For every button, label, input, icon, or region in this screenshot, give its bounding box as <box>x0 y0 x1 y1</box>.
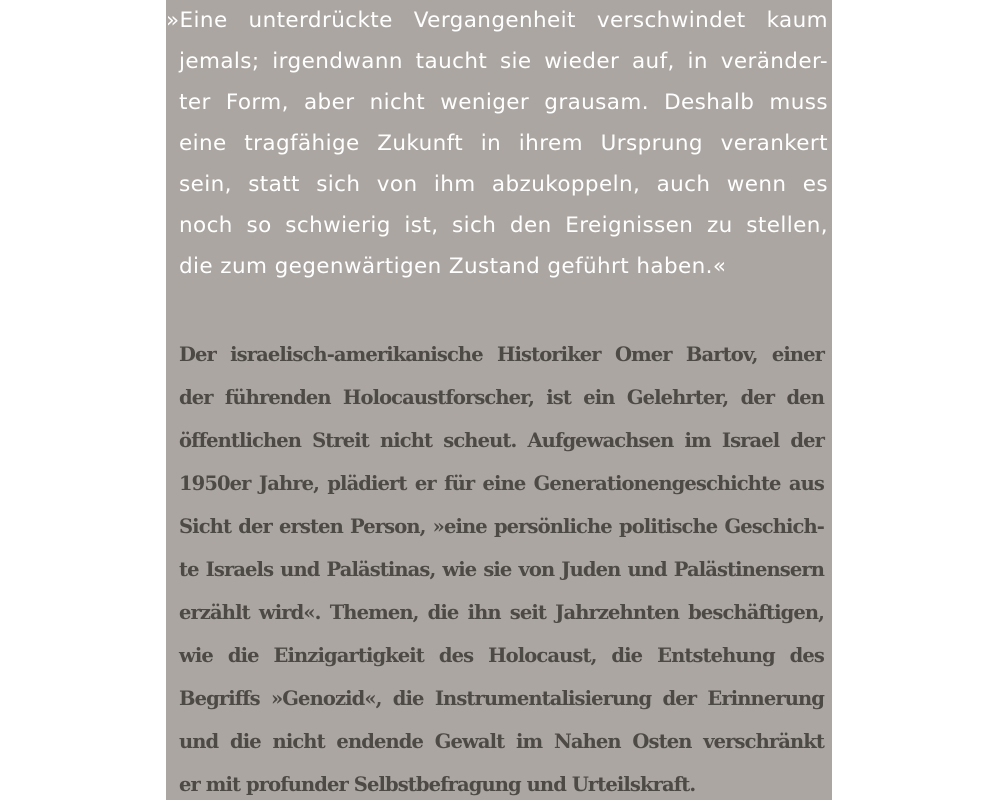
description-line: öffentlichen Streit nicht scheut. Aufgewachsen im Israel der <box>179 429 824 452</box>
description-line: der führenden Holocaustforscher, ist ein Gelehrter, der den <box>179 386 824 409</box>
quote-line: eine tragfähige Zukunft in ihrem Ursprung verankert <box>179 131 828 156</box>
description-line: erzählt wird«. Themen, die ihn seit Jahrzehnten beschäftigen, <box>179 601 824 624</box>
quote-line: die zum gegenwärtigen Zustand geführt haben.« <box>179 254 727 279</box>
book-back-cover <box>166 0 832 800</box>
quote-line: jemals; irgendwann taucht sie wieder auf, in veränder- <box>179 49 828 74</box>
description-line: te Israels und Palästinas, wie sie von Juden und Palästinensern <box>179 558 824 581</box>
description-line: er mit profunder Selbstbefragung und Urteilskraft. <box>179 773 696 796</box>
description-line: Begriffs »Genozid«, die Instrumentalisierung der Erinnerung <box>179 687 824 710</box>
quote-line: noch so schwierig ist, sich den Ereignissen zu stellen, <box>179 213 828 238</box>
description-line: Sicht der ersten Person, »eine persönliche politische Geschich- <box>179 515 824 538</box>
description-line: und die nicht endende Gewalt im Nahen Osten verschränkt <box>179 730 824 753</box>
description-line: wie die Einzigartigkeit des Holocaust, die Entstehung des <box>179 644 824 667</box>
quote-line: ter Form, aber nicht weniger grausam. Deshalb muss <box>179 90 828 115</box>
book-description <box>179 333 824 806</box>
description-line: Der israelisch-amerikanische Historiker Omer Bartov, einer <box>179 343 824 366</box>
quote-line: sein, statt sich von ihm abzukoppeln, auch wenn es <box>179 172 828 197</box>
pull-quote <box>166 0 828 287</box>
description-line: 1950er Jahre, plädiert er für eine Generationengeschichte aus <box>179 472 824 495</box>
quote-line: »Eine unterdrückte Vergangenheit verschwindet kaum <box>166 8 828 33</box>
